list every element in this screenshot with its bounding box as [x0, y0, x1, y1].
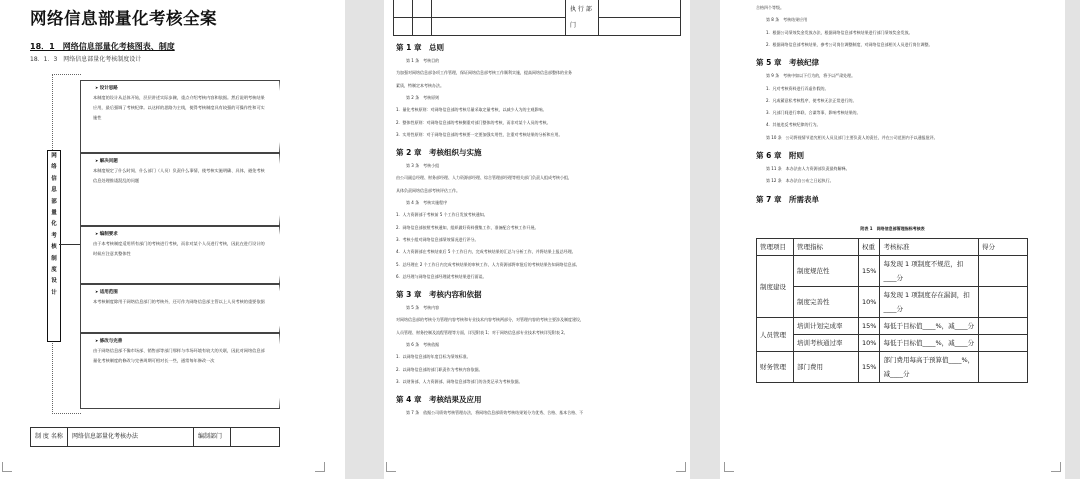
flow-box	[80, 80, 271, 153]
flow-box-text: 本制度规定了什么时间、什么部门（人员）负责什么事情，使考核实施明确、具体，避免考核信息处理推诿混乱的问题	[93, 168, 265, 183]
table-cell: 制度完善性	[794, 287, 859, 318]
flow-box-heading: ➤ 设计思路	[95, 85, 271, 91]
vertical-label-char: 考	[51, 232, 57, 239]
page-gutter	[345, 0, 384, 479]
article-line: 3．凡部门间进行串联、合谋等事，影响考核结果的。	[766, 110, 861, 116]
body-line: 由公司副总经理、财务部经理、人力资源部经理、综合管理部经理等相关部门负责人组成考核小组，	[396, 175, 572, 181]
body-line: 6．总经理与网络信息部经理就考核结果进行面谈。	[396, 273, 487, 279]
flow-box-heading: ➤ 适用范围	[95, 289, 271, 295]
table-cell: 15%	[859, 318, 880, 335]
table-cell	[979, 352, 1028, 383]
table-header-cell: 考核标准	[880, 239, 979, 256]
table-header-cell: 权重	[859, 239, 880, 256]
chapter-heading: 第 1 章 总则	[396, 43, 444, 52]
document-page-1[interactable]	[0, 0, 345, 479]
article-line: 第 8 条 考核结果应用	[766, 17, 808, 23]
article-line: 1．凡对考核资料进行弄虚作假的。	[766, 85, 829, 91]
table-cell: 财务管理	[757, 352, 794, 383]
chapter-heading: 第 7 章 所需表单	[756, 194, 819, 204]
crop-mark	[386, 462, 396, 472]
table-row	[757, 256, 1028, 287]
flow-box	[80, 333, 271, 409]
table-cell: 部门费用	[794, 352, 859, 383]
vertical-label-char: 部	[51, 198, 57, 205]
article-line: 第 4 条 考核实施程序	[406, 200, 448, 205]
table-cell	[979, 287, 1028, 318]
body-line: 3．以财务部、人力资源部、网络信息部等部门的各类记录为考核依据。	[396, 378, 523, 384]
article-line: 第 3 条 考核小组	[406, 163, 440, 169]
article-line: 4．其他违反考核纪律的行为。	[766, 122, 821, 128]
table-cell	[979, 335, 1028, 352]
article-line: 第 5 条 考核内容	[406, 305, 440, 311]
body-line: 具体负责网络信息部考核评估工作。	[396, 187, 460, 193]
flow-box-heading: ➤ 修改与完善	[95, 338, 271, 344]
article-line: 第 9 条 考核中如以下行为的，将予以严肃处理。	[766, 73, 856, 79]
article-line: 2．根据网络信息部考核结果，参考公司岗位调整制度，对网络信息部相关人员进行岗位调整。	[766, 41, 933, 47]
table-cell: 制度规范性	[794, 256, 859, 287]
table-row	[757, 352, 1028, 383]
body-line: 合格四个等级。	[756, 5, 784, 10]
flow-box-text: 本制度的设计从总体开始，层层讲述实际步骤，重点介绍考核内容和依据。然后说明考核结果应用，最后强调了考核纪律。以这样的思路为主线，使得考核制度具有较强的可操作性和可实施性	[93, 95, 265, 120]
crop-mark	[1051, 462, 1061, 472]
table-cell: 每发现 1 项制度存在漏洞，扣____分	[880, 287, 979, 318]
flow-box-text: 本考核制度除用于网络信息部门的考核外，还可作为网络信息部主管以上人员考核的重要依据	[93, 299, 265, 304]
body-line: 对网络信息部的考核分为管理内容考核和专业技术内容考核两部分，对管理内容的考核主要涉及制度建设，	[396, 317, 584, 323]
table-cell: 制度建设	[757, 256, 794, 318]
table-cell: 10%	[859, 335, 880, 352]
body-line: 1．量化考核原则：对网络信息部的考核尽量采取定量考核，以减少人为的主观影响。	[396, 107, 547, 113]
table-label: 编制部门	[194, 428, 231, 447]
flow-box	[80, 226, 271, 284]
table-caption: 附表 1 网络信息部管理指标考核表	[860, 226, 925, 231]
body-line: 为加强对网络信息部各项工作管理，保证网络信息部考核工作顺利实施，提高网络信息部整体的业务	[396, 70, 572, 76]
table-value: 网络信息部量化考核办法	[68, 428, 194, 447]
table-cell: 部门费用每高于预算值____%，减____分	[880, 352, 979, 383]
table-cell: 每低于目标值____%，减____分	[880, 318, 979, 335]
table-value	[231, 428, 280, 447]
chapter-heading: 第 4 章 考核结果及应用	[396, 395, 482, 405]
body-line: 素质，特制定本考核办法。	[396, 82, 444, 88]
table-cell: 每发现 1 项制度不规范，扣____分	[880, 256, 979, 287]
article-line: 第 1 条 考核目的	[406, 58, 440, 63]
vertical-label-char: 制	[51, 255, 57, 262]
table-cell: 人员管理	[757, 318, 794, 352]
table-cell: 每低于目标值____%，减____分	[880, 335, 979, 352]
document-page-2[interactable]	[384, 0, 690, 479]
vertical-label-char: 络	[51, 164, 57, 171]
body-line: 1．以网络信息部的年度目标为绩效标准。	[396, 354, 471, 360]
chapter-heading: 第 3 章 考核内容和依据	[396, 290, 482, 300]
table-cell	[979, 318, 1028, 335]
flow-box-heading: ➤ 解决问题	[95, 158, 271, 164]
subsection-heading: 18．1．3 网络信息部量化考核制度设计	[30, 56, 142, 63]
vertical-label-char: 化	[51, 221, 57, 228]
table-header-cell: 管理指标	[794, 239, 859, 256]
table-cell: 10%	[859, 287, 880, 318]
header-table	[393, 0, 681, 36]
vertical-label-char: 网	[51, 153, 57, 159]
chapter-heading: 第 6 章 附则	[756, 151, 804, 160]
article-line: 第 6 条 考核依据	[406, 342, 440, 347]
table-cell: 培训计划完成率	[794, 318, 859, 335]
table-row	[757, 318, 1028, 335]
crop-mark	[724, 462, 734, 472]
table-header-cell: 管理项目	[757, 239, 794, 256]
flow-box-text: 由于本考核制度适用所有部门的考核进行考核，而非对某个人员进行考核，因此在进行设计的时候应注意其整体性	[93, 241, 265, 256]
table-cell: 15%	[859, 256, 880, 287]
body-line: 3．实用性原则：对于网络信息部的考核要一定要加强实用性，注重对考核结果的分析和应用。	[396, 131, 563, 137]
table-cell	[979, 256, 1028, 287]
article-line: 第 7 条 依据公司绩效考核管理办法，将网络信息部绩效考核结果划分为优秀、合格、基本合格、不	[406, 410, 584, 416]
crop-mark	[676, 462, 686, 472]
vertical-label-box	[47, 150, 61, 342]
vertical-label-char: 度	[51, 267, 57, 274]
connector-line	[59, 244, 80, 245]
chapter-heading: 第 5 章 考核纪律	[756, 58, 819, 68]
vertical-label-char: 设	[51, 278, 57, 285]
section-heading: 18．1 网络信息部量化考核图表、制度	[30, 42, 175, 51]
document-page-3[interactable]	[720, 0, 1065, 479]
article-line: 1．根据公司绩效奖金发放办法，根据网络信息部考核结果进行部门绩效奖金发放。	[766, 29, 913, 35]
vertical-label-char: 信	[51, 175, 57, 182]
article-line: 2．凡或蓄意私考核程序，使考核无法正常进行的。	[766, 97, 857, 103]
body-line: 3．考核小组对网络信息部绩效情况进行评分。	[396, 236, 479, 242]
article-line: 第 11 条 本办法由人力资源部负责最终解释。	[766, 166, 850, 171]
table-cell: 培训考核通过率	[794, 335, 859, 352]
body-line: 2．整体性原则：对网络信息部的考核侧重对部门整体的考核，而非对某个人员的考核。	[396, 119, 551, 125]
body-line: 人员管理、财务控制及流程管理等方面，详见附表 1；对于网络信息部专业技术考核详见附表 2。	[396, 329, 568, 335]
document-title: 网络信息部量化考核全案	[30, 9, 217, 28]
table-row	[757, 287, 1028, 318]
page-gutter	[1065, 0, 1080, 479]
flow-box	[80, 284, 271, 333]
body-line: 4．人力资源部在考核结束后 5 个工作日内，完成考核结果的汇总与分析工作，并将结果上报总经理。	[396, 249, 576, 255]
vertical-label-char: 核	[51, 244, 57, 251]
article-line: 第 12 条 本办法自公布之日起执行。	[766, 178, 834, 184]
article-line: 第 10 条 公司将视情节追究相关人员及部门主要负责人的责任，并在公司范围内予以通报批评。	[766, 134, 938, 140]
assessment-table	[756, 238, 1028, 383]
info-table	[30, 427, 280, 447]
body-line: 1．人力资源部于考核前 5 个工作日发放考核通知。	[396, 212, 488, 218]
chapter-heading: 第 2 章 考核组织与实施	[396, 148, 482, 158]
table-row	[757, 335, 1028, 352]
flow-box-text: 由于网络信息部不像市场部、销售部等部门那样与市场环境有较大的关联，因此对网络信息部量化考核制度的修改与完善周期可相对长一些，通常每年修改一次	[93, 348, 265, 363]
flow-box-heading: ➤ 编制要求	[95, 231, 271, 237]
body-line: 2．网络信息部按照考核通知，组织做好资料搜集工作，准备配合考核工作开展。	[396, 224, 539, 230]
body-line: 5．总经理在 2 个工作日内完成考核结果的审核工作，人力资源部将审批后的考核结果告知网络信息部。	[396, 261, 580, 267]
crop-mark	[315, 462, 325, 472]
vertical-label-char: 息	[51, 187, 57, 194]
body-line: 2．以网络信息部的部门职责作为考核内容依据。	[396, 366, 483, 372]
crop-mark	[2, 462, 12, 472]
vertical-label-char: 量	[51, 210, 57, 217]
table-header-cell: 得分	[979, 239, 1028, 256]
table-cell: 15%	[859, 352, 880, 383]
flow-box	[80, 153, 271, 226]
article-line: 第 2 条 考核原则	[406, 94, 440, 100]
table-label: 执 行 部门	[566, 0, 599, 36]
vertical-label-char: 计	[51, 289, 57, 296]
table-label: 制 度 名称	[31, 428, 68, 447]
page-gutter	[690, 0, 720, 479]
